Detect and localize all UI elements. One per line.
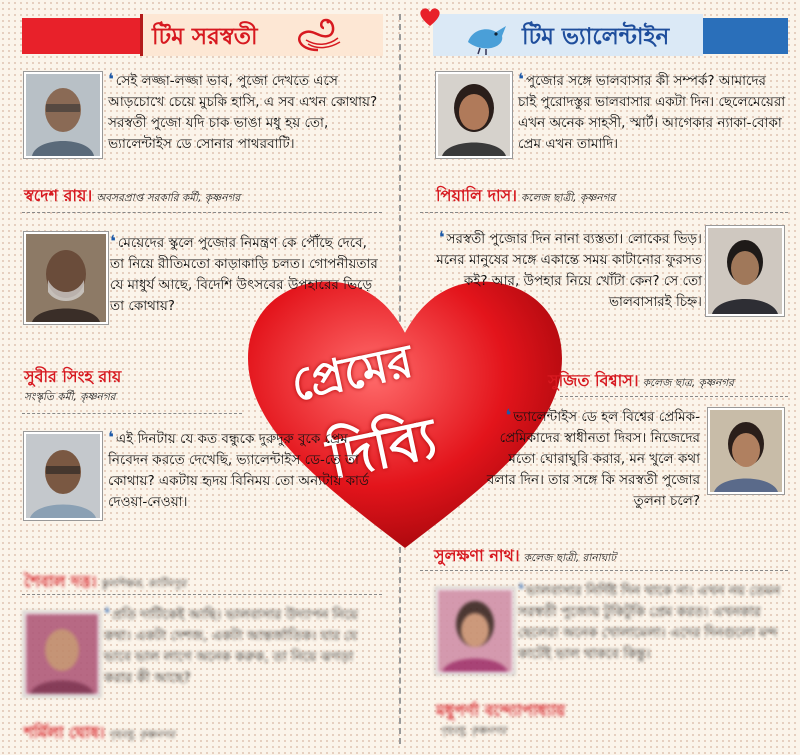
quote-mark-icon: ❛ bbox=[110, 232, 116, 252]
quote-piyali-das: ❛ পুজোর সঙ্গে ভালবাসার কী সম্পর্ক? আমাদের চাই পুরোদস্তুর ভালবাসার একটা দিন। ছেলেমেয়েরা এখন অনেক সাহসী, স্মার্ট। আগেকার ন্যাকা-বোকা প্রেম এখন তামাদি। bbox=[518, 70, 786, 152]
quote-subir-singha-roy: ❛ মেয়েদের স্কুলে পুজোর নিমন্ত্রণ কে পৌঁছে দেবে, তা নিয়ে রীতিমতো কাড়াকাড়ি চলত। গোপনীয়তার যে মাধুর্য আছে, বিদেশি উৎসবের উপহারের ভিড়ে তা কোথায়? bbox=[110, 232, 378, 314]
quote-mark-icon: ❛ bbox=[505, 406, 512, 426]
name-swadesh-roy: স্বদেশ রায়। অবসরপ্রাপ্ত সরকারি কর্মী, কৃষ্ণনগর bbox=[24, 186, 241, 205]
photo-shaibal-dutta bbox=[24, 432, 102, 520]
quote-mark-icon: ❛ bbox=[518, 70, 524, 90]
separator bbox=[22, 594, 382, 595]
heart-icon bbox=[418, 6, 442, 28]
photo-subir-singha-roy bbox=[24, 232, 108, 324]
swan-icon bbox=[288, 10, 350, 60]
name-subir-singha-roy: সুবীর সিংহ রায় bbox=[24, 367, 122, 386]
bird-icon bbox=[460, 16, 512, 56]
role-swadesh-roy: অবসরপ্রাপ্ত সরকারি কর্মী, কৃষ্ণনগর bbox=[96, 192, 241, 204]
quote-shaibal-dutta: ❛ এই দিনটায় যে কত বন্ধুকে দুরুদুরু বুকে প্রেম নিবেদন করতে দেখেছি, ভ্যালেন্টাইস ডে-তে তা কোথায়? একটায় হৃদয় বিনিময় তো অন্যটায় কার্ড দেওয়া-নেওয়া। bbox=[108, 428, 369, 510]
separator bbox=[22, 413, 242, 414]
role-sujit-biswas: কলেজ ছাত্র, কৃষ্ণনগর bbox=[642, 377, 734, 389]
separator bbox=[420, 570, 788, 571]
name-sulakshana-nath: সুলক্ষণা নাথ। কলেজ ছাত্রী, রানাঘাট bbox=[434, 546, 616, 565]
quote-sujit-biswas: ❛ সরস্বতী পুজোর দিন নানা ব্যস্ততা। লোকের ভিড়। মনের মানুষের সঙ্গে একান্তে সময় কাটানোর ফুরসত কই? আর, উপহার নিয়ে খোঁটা কেন? সে তো ভালবাসারই চিহ্ন। bbox=[436, 228, 702, 310]
name-sujit-biswas: সুজিত বিশ্বাস। কলেজ ছাত্র, কৃষ্ণনগর bbox=[548, 371, 734, 390]
role-subir-singha-roy: সংস্কৃতি কর্মী, কৃষ্ণনগর bbox=[24, 391, 116, 403]
quote-mark-icon: ❛ bbox=[108, 70, 114, 90]
photo-sujit-biswas bbox=[706, 226, 784, 316]
quote-sulakshana-nath: ❛ ভ্যালেন্টাইস ডে হল বিশ্বের প্রেমিক-প্রেমিকাদের স্বাধীনতা দিবস। নিজেদের মতো ঘোরাঘুরি করার, মন খুলে কথা বলার দিন। তার সঙ্গে কি সরস্বতী পুজোর তুলনা চলে? bbox=[486, 406, 700, 509]
photo-piyali-das bbox=[436, 72, 512, 158]
photo-sharmila-ghosh bbox=[24, 612, 100, 696]
quote-mark-icon: ❛ bbox=[518, 580, 524, 600]
role-sharmila-ghosh: গৃহবধূ, কৃষ্ণনগর bbox=[108, 729, 175, 741]
quote-mark-icon: ❛ bbox=[108, 428, 114, 448]
team-valentine-title: টিম ভ্যালেন্টাইন bbox=[522, 24, 670, 50]
separator bbox=[420, 212, 788, 213]
photo-swadesh-roy bbox=[24, 72, 102, 158]
role-piyali-das: কলেজ ছাত্রী, কৃষ্ণনগর bbox=[520, 192, 616, 204]
heart-title-line1: প্রেমের bbox=[286, 333, 418, 412]
separator bbox=[560, 396, 788, 397]
team-saraswati-title: টিম সরস্বতী bbox=[152, 24, 258, 50]
quote-mark-icon: ❛ bbox=[438, 228, 445, 248]
heart-title-line2: দিব্যি bbox=[322, 406, 443, 493]
photo-sulakshana-nath bbox=[708, 408, 784, 494]
name-shaibal-dutta: শৈবাল দত্ত। স্কুলশিক্ষক, কাটিনপুর bbox=[24, 572, 186, 591]
role-sulakshana-nath: কলেজ ছাত্রী, রানাঘাট bbox=[523, 552, 616, 564]
role-shaibal-dutta: স্কুলশিক্ষক, কাটিনপুর bbox=[100, 578, 186, 590]
quote-madhuparna-bandyopadhyay: ❛ ভালবাসার নির্দিষ্ট দিন থাকে না। এখন নয় তেমন সরস্বতী পুজোয় টুকিটুকি প্রেম করত। এখনকার ছেলেরা অনেক খোলামেলা। এদের দিনগুলো মন্দ কাটেই ভাল থাকবে কিন্তু। bbox=[518, 580, 781, 662]
separator bbox=[22, 212, 382, 213]
name-sharmila-ghosh: শর্মিলা ঘোষ। গৃহবধূ, কৃষ্ণনগর bbox=[24, 723, 175, 742]
quote-mark-icon: ❛ bbox=[104, 604, 110, 624]
role-madhuparna-bandyopadhyay: গৃহবধূ, কৃষ্ণনগর bbox=[440, 725, 507, 737]
quote-swadesh-roy: ❛ সেই লজ্জা-লজ্জা ভাব, পুজো দেখতে এসে আড়চোখে চেয়ে মুচকি হাসি, এ সব এখন কোথায়? সরস্বতী পুজো যদি চাক ভাঙা মধু হয় তো, ভ্যালেন্টাইস ডে সোনার পাথরবাটি। bbox=[108, 70, 378, 152]
name-madhuparna-bandyopadhyay: মধুপর্ণা বন্দ্যোপাধ্যায় bbox=[436, 701, 566, 720]
photo-madhuparna-bandyopadhyay bbox=[436, 588, 514, 674]
quote-sharmila-ghosh: ❛ প্রতি দাটিকেই আছি। ভালবাসার উদ্যাপন নিয়ে কথা। একটা দেশজ, একটা আন্তর্জাতিক। যার যে ভাবে ভাল লাগে অনেক করুক, তা নিয়ে ঝগড়া করার কী আছে? bbox=[104, 604, 358, 686]
name-piyali-das: পিয়ালি দাস। কলেজ ছাত্রী, কৃষ্ণনগর bbox=[436, 186, 616, 205]
